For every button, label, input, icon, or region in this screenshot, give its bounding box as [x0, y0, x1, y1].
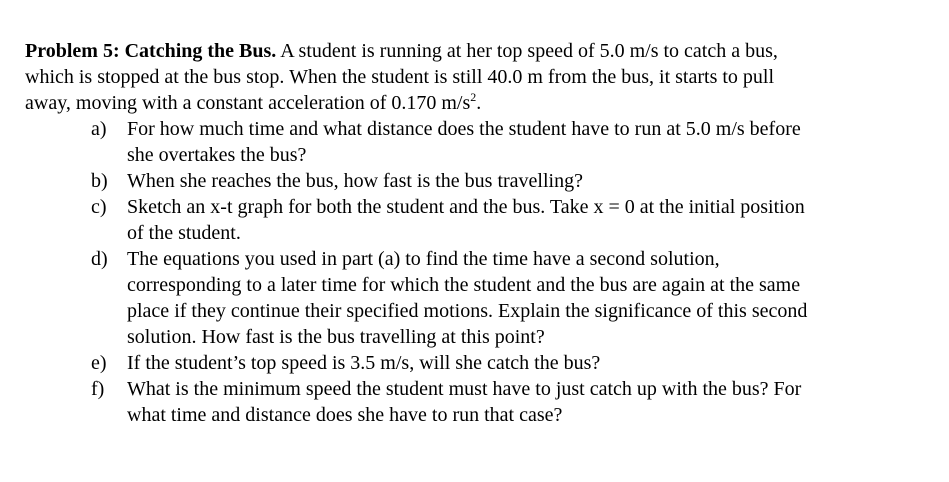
- question-part-f: [25, 376, 925, 428]
- part-text-line: place if they continue their specified motions. Explain the significance of this second: [127, 300, 808, 322]
- part-text-line: she overtakes the bus?: [127, 144, 307, 166]
- intro-line-2: which is stopped at the bus stop. When the student is still 40.0 m from the bus, it starts to pull: [25, 66, 775, 88]
- part-text-line: The equations you used in part (a) to find the time have a second solution,: [127, 248, 720, 270]
- intro-line-3: [25, 90, 925, 116]
- part-text-line: For how much time and what distance does the student have to run at 5.0 m/s before: [127, 118, 801, 140]
- part-letter: d): [91, 248, 108, 270]
- problem-title: Problem 5: Catching the Bus.: [25, 40, 277, 62]
- question-part-c: [25, 194, 925, 246]
- part-text-line: What is the minimum speed the student must have to just catch up with the bus? For: [127, 378, 802, 400]
- problem-intro: [25, 38, 925, 116]
- problem-document: [25, 38, 925, 428]
- question-parts: [25, 116, 925, 428]
- part-letter: f): [91, 378, 105, 400]
- part-text-line: of the student.: [127, 222, 241, 244]
- intro-text-1: A student is running at her top speed of 5.0 m/s to catch a bus,: [276, 40, 778, 62]
- intro-line-1: [25, 38, 925, 64]
- part-text-line: solution. How fast is the bus travelling at this point?: [127, 326, 545, 348]
- question-part-d: [25, 246, 925, 350]
- question-part-e: [25, 350, 925, 376]
- part-letter: a): [91, 118, 107, 140]
- question-part-a: [25, 116, 925, 168]
- acceleration-exponent: 2: [470, 90, 477, 104]
- intro-text-3: away, moving with a constant acceleration of 0.170 m/s: [25, 92, 471, 114]
- part-text-line: When she reaches the bus, how fast is the bus travelling?: [127, 170, 583, 192]
- part-text-line: corresponding to a later time for which the student and the bus are again at the same: [127, 274, 801, 296]
- part-letter: b): [91, 170, 108, 192]
- part-text-line: what time and distance does she have to run that case?: [127, 404, 563, 426]
- part-text-line: Sketch an x-t graph for both the student and the bus. Take x = 0 at the initial position: [127, 196, 805, 218]
- part-letter: c): [91, 196, 107, 218]
- part-text-line: If the student’s top speed is 3.5 m/s, will she catch the bus?: [127, 352, 601, 374]
- intro-period: .: [476, 92, 482, 114]
- question-part-b: [25, 168, 925, 194]
- part-letter: e): [91, 352, 107, 374]
